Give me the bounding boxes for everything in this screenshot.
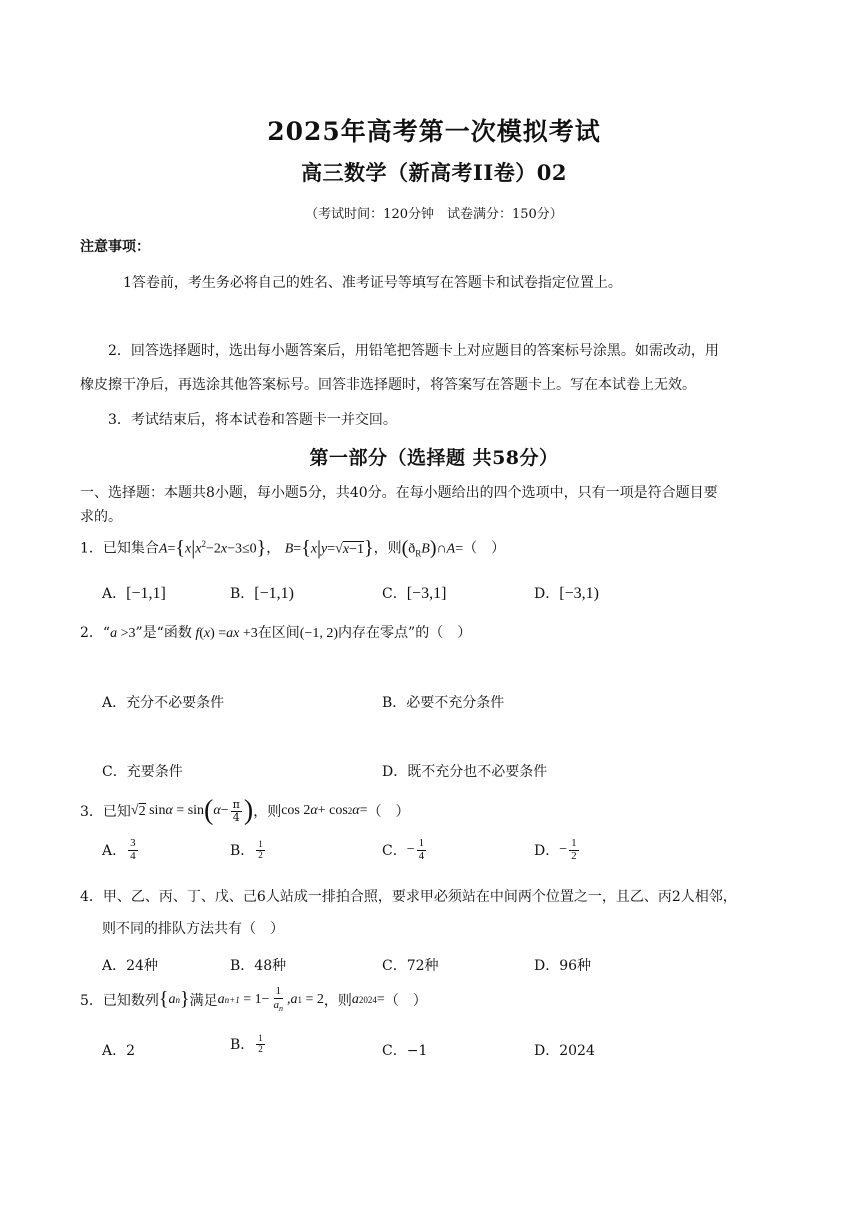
question-2: 2．“a >3”是“函数 f(x) =ax +3在区间(−1, 2)内存在零点”的（ ）	[80, 625, 472, 641]
q3-option-d: D． − $\frac{1}{2}$	[534, 837, 577, 862]
notice-heading: 注意事项：	[80, 239, 150, 255]
q1-option-a	[102, 583, 166, 603]
question-text: ，则	[373, 540, 402, 557]
section-intro-line-2: 求的。	[80, 509, 122, 525]
question-3: 3． 已知 √ 2 sin α = sin ( α − $\frac{\pi}{4}$ ) ，则 cos 2 α + cos 2 α = （ ）	[80, 795, 410, 826]
option-label: D．	[534, 586, 560, 602]
option-label: A．	[102, 586, 127, 602]
exam-subtitle: 高三数学（新高考II卷）02	[301, 160, 567, 185]
q3-option-c: C． − $\frac{1}{4}$	[382, 837, 425, 862]
q2-option-d: D．既不充分也不必要条件	[382, 764, 548, 780]
question-number: 5．	[80, 992, 103, 1009]
question-text: ，	[266, 540, 281, 557]
q5-option-c: C．−1	[382, 1043, 428, 1059]
part-heading: 第一部分（选择题 共58分）	[309, 447, 559, 469]
q4-option-c: C．72种	[382, 958, 439, 974]
q5-option-d: D．2024	[534, 1043, 595, 1059]
q1-option-c	[382, 583, 446, 603]
option-value: [−1,1)	[254, 585, 294, 602]
q2-option-a: A．充分不必要条件	[102, 695, 225, 711]
option-value: [−3,1]	[406, 585, 447, 602]
exam-title: 2025年高考第一次模拟考试	[267, 117, 601, 146]
q4-option-b: B．48种	[230, 958, 287, 974]
math-expression: A	[158, 541, 168, 557]
notice-item-1: 1答卷前，考生务必将自己的姓名、准考证号等填写在答题卡和试卷指定位置上。	[123, 275, 622, 291]
question-number: 2．	[80, 625, 103, 641]
q3-option-a: A． $\frac{3}{4}$	[102, 837, 136, 862]
question-1: 1．已知集合$A=\{x|x^2-2x-3\le 0\}$， B={x|y=√x−1}，则$(ð_RB)\cap A=$（ ）	[80, 537, 506, 559]
question-number: 3．	[80, 804, 103, 820]
exam-info: （考试时间：120分钟 试卷满分：150分）	[305, 207, 563, 222]
q1-option-b	[230, 583, 294, 603]
option-value: [−3,1)	[559, 585, 599, 602]
question-number: 1．	[80, 540, 103, 557]
section-intro-line-1: 一、选择题：本题共8小题，每小题5分，共40分。在每小题给出的四个选项中，只有一项是符合题目要	[80, 485, 718, 501]
q4-option-a: A．24种	[102, 958, 158, 974]
q1-option-d	[534, 583, 599, 603]
q2-option-c: C．充要条件	[102, 764, 183, 780]
option-label: B．	[230, 586, 255, 602]
question-4-cont: 则不同的排队方法共有（ ）	[102, 921, 284, 937]
question-text: 已知集合	[102, 540, 159, 557]
q2-option-b: B．必要不充分条件	[382, 695, 505, 711]
q3-option-b: B． $\frac{1}{2}$	[230, 839, 263, 860]
question-5: 5． 已知数列 { a n } 满足 a n+1 = 1− $\frac{1}{a_n}$ , a 1 = 2 ，则 a 2024 = （ ）	[80, 985, 427, 1013]
notice-item-2: 2．回答选择题时，选出每小题答案后，用铅笔把答题卡上对应题目的答案标号涂黑。如需改动，用	[108, 343, 719, 359]
notice-item-2-cont: 橡皮擦干净后，再选涂其他答案标号。回答非选择题时，将答案写在答题卡上。写在本试卷上无效。	[80, 377, 696, 393]
option-label: C．	[382, 586, 407, 602]
question-number: 4．	[80, 889, 103, 905]
q4-option-d: D．96种	[534, 958, 592, 974]
notice-item-3: 3．考试结束后，将本试卷和答题卡一并交回。	[108, 412, 397, 428]
q5-option-b: B． $\frac{1}{2}$	[230, 1033, 263, 1054]
option-value: [−1,1]	[126, 585, 166, 602]
question-4: 4．甲、乙、丙、丁、戊、己6人站成一排拍合照，要求甲必须站在中间两个位置之一，且乙、丙2人相邻，	[80, 889, 737, 905]
q5-option-a: A．2	[102, 1043, 136, 1059]
